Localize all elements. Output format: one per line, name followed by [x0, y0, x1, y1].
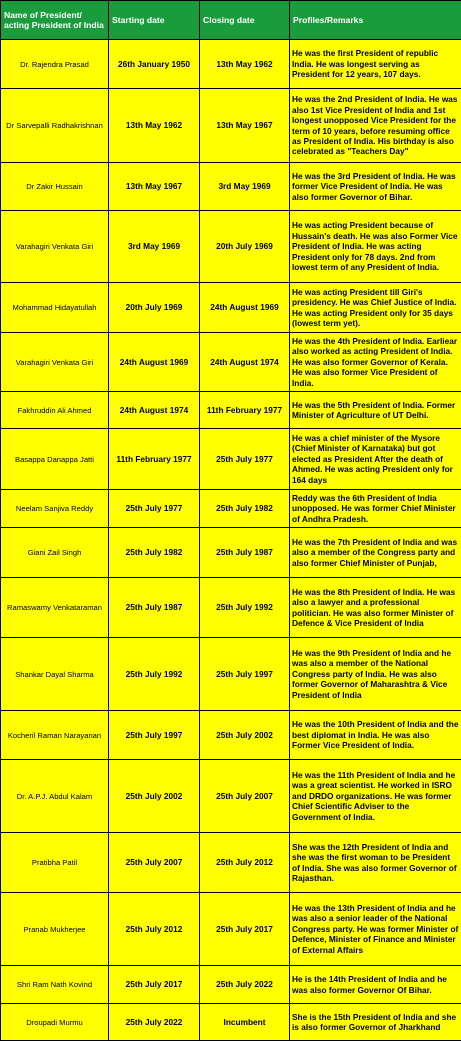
president-name: Dr. A.P.J. Abdul Kalam: [1, 760, 109, 833]
starting-date: 25th July 1992: [109, 638, 200, 711]
starting-date: 24th August 1974: [109, 392, 200, 429]
profile-remarks: He was the first President of republic India. He was longest serving as President for 12 years, 107 days.: [290, 40, 461, 89]
table-row: [1, 711, 461, 760]
closing-date: 25th July 1997: [200, 638, 290, 711]
closing-date: 25th July 2012: [200, 833, 290, 893]
closing-date: 20th July 1969: [200, 211, 290, 283]
starting-date: 25th July 2007: [109, 833, 200, 893]
table-row: [1, 528, 461, 578]
closing-date: Incumbent: [200, 1004, 290, 1041]
profile-remarks: He was the 13th President of India and he was also a senior leader of the National Congress party. He was former Minister of Defence, Minister of Finance and Minister of External Affairs: [290, 893, 461, 966]
starting-date: 3rd May 1969: [109, 211, 200, 283]
table-row: [1, 833, 461, 893]
profile-remarks: He was a chief minister of the Mysore (Chief Minister of Karnataka) but got elected as President After the death of Ahmed. He was acting President only for 164 days: [290, 429, 461, 490]
president-name: Pranab Mukherjee: [1, 893, 109, 966]
closing-date: 25th July 1992: [200, 578, 290, 638]
table-row: [1, 211, 461, 283]
president-name: Kocheril Raman Narayanan: [1, 711, 109, 760]
table-row: [1, 966, 461, 1004]
president-name: Droupadi Murmu: [1, 1004, 109, 1041]
table-row: [1, 490, 461, 528]
closing-date: 25th July 2022: [200, 966, 290, 1004]
profile-remarks: He was the 8th President of India. He was also a lawyer and a professional politician. He was also former Minister of Defence & Vice President of India: [290, 578, 461, 638]
table-row: [1, 638, 461, 711]
header-remarks: Profiles/Remarks: [290, 1, 461, 40]
president-name: Basappa Danappa Jatti: [1, 429, 109, 490]
president-name: Shankar Dayal Sharma: [1, 638, 109, 711]
closing-date: 24th August 1974: [200, 333, 290, 392]
profile-remarks: He was the 4th President of India. Earliear also worked as acting President of India. He was also former Governor of Kerala. He was also former Vice President of India.: [290, 333, 461, 392]
closing-date: 13th May 1962: [200, 40, 290, 89]
profile-remarks: He was acting President because of Hussain's death. He was also Former Vice President of India. He was acting President only for 78 days. 2nd from lowest term of any President of India.: [290, 211, 461, 283]
table-row: [1, 163, 461, 211]
starting-date: 25th July 1987: [109, 578, 200, 638]
closing-date: 25th July 2002: [200, 711, 290, 760]
profile-remarks: He was the 2nd President of India. He was also 1st Vice President of India and 1st longest unopposed Vice President for the term of 10 years, before resuming office as President of India. His birthday is also celebrated as "Teachers Day": [290, 89, 461, 163]
profile-remarks: He was the 7th President of India and was also a member of the Congress party and also former Chief Minister of Punjab,: [290, 528, 461, 578]
president-name: Ramaswamy Venkataraman: [1, 578, 109, 638]
header-name: Name of President/ acting President of India: [1, 1, 109, 40]
closing-date: 25th July 1982: [200, 490, 290, 528]
profile-remarks: He was the 3rd President of India. He was former Vice President of India. He was also former Governor of Bihar.: [290, 163, 461, 211]
profile-remarks: He was the 9th President of India and he was also a member of the National Congress party of India. He was also former Governor of Maharashtra & Vice President of India: [290, 638, 461, 711]
starting-date: 20th July 1969: [109, 283, 200, 333]
starting-date: 25th July 2017: [109, 966, 200, 1004]
president-name: Dr Zakir Hussain: [1, 163, 109, 211]
table-row: [1, 283, 461, 333]
starting-date: 25th July 2002: [109, 760, 200, 833]
header-starting-date: Starting date: [109, 1, 200, 40]
starting-date: 13th May 1962: [109, 89, 200, 163]
table-row: [1, 40, 461, 89]
profile-remarks: He was the 10th President of India and the best diplomat in India. He was also Former Vice President of India.: [290, 711, 461, 760]
table-row: [1, 89, 461, 163]
profile-remarks: She is the 15th President of India and she is also former Governor of Jharkhand: [290, 1004, 461, 1041]
president-name: Giani Zail Singh: [1, 528, 109, 578]
profile-remarks: He is the 14th President of India and he was also former Governor Of Bihar.: [290, 966, 461, 1004]
header-closing-date: Closing date: [200, 1, 290, 40]
starting-date: 13th May 1967: [109, 163, 200, 211]
starting-date: 26th January 1950: [109, 40, 200, 89]
president-name: Varahagiri Venkata Giri: [1, 211, 109, 283]
starting-date: 25th July 1982: [109, 528, 200, 578]
president-name: Mohammad Hidayatullah: [1, 283, 109, 333]
starting-date: 24th August 1969: [109, 333, 200, 392]
president-name: Shri Ram Nath Kovind: [1, 966, 109, 1004]
profile-remarks: Reddy was the 6th President of India unopposed. He was former Chief Minister of Andhra Pradesh.: [290, 490, 461, 528]
starting-date: 25th July 2012: [109, 893, 200, 966]
president-name: Dr Sarvepalli Radhakrishnan: [1, 89, 109, 163]
profile-remarks: He was the 11th President of India and he was a great scientist. He worked in ISRO and DRDO organizations. He was former Chief Scientific Adviser to the Government of India.: [290, 760, 461, 833]
president-name: Fakhruddin Ali Ahmed: [1, 392, 109, 429]
table-row: [1, 392, 461, 429]
profile-remarks: He was acting President till Giri's presidency. He was Chief Justice of India. He was acting President only for 35 days (lowest term yet).: [290, 283, 461, 333]
table-row: [1, 578, 461, 638]
closing-date: 25th July 2017: [200, 893, 290, 966]
table-row: [1, 760, 461, 833]
starting-date: 11th February 1977: [109, 429, 200, 490]
table-row: [1, 429, 461, 490]
table-row: [1, 893, 461, 966]
table-row: [1, 333, 461, 392]
table-header-row: [1, 1, 461, 40]
closing-date: 24th August 1969: [200, 283, 290, 333]
closing-date: 3rd May 1969: [200, 163, 290, 211]
closing-date: 25th July 1977: [200, 429, 290, 490]
president-name: Neelam Sanjiva Reddy: [1, 490, 109, 528]
table-row: [1, 1004, 461, 1041]
profile-remarks: He was the 5th President of India. Former Minister of Agriculture of UT Delhi.: [290, 392, 461, 429]
closing-date: 25th July 1987: [200, 528, 290, 578]
president-name: Varahagiri Venkata Giri: [1, 333, 109, 392]
closing-date: 11th February 1977: [200, 392, 290, 429]
president-name: Dr. Rajendra Prasad: [1, 40, 109, 89]
starting-date: 25th July 2022: [109, 1004, 200, 1041]
starting-date: 25th July 1977: [109, 490, 200, 528]
closing-date: 13th May 1967: [200, 89, 290, 163]
closing-date: 25th July 2007: [200, 760, 290, 833]
starting-date: 25th July 1997: [109, 711, 200, 760]
president-name: Pratibha Patil: [1, 833, 109, 893]
profile-remarks: She was the 12th President of India and she was the first woman to be President of India. She was also former Governor of Rajasthan.: [290, 833, 461, 893]
